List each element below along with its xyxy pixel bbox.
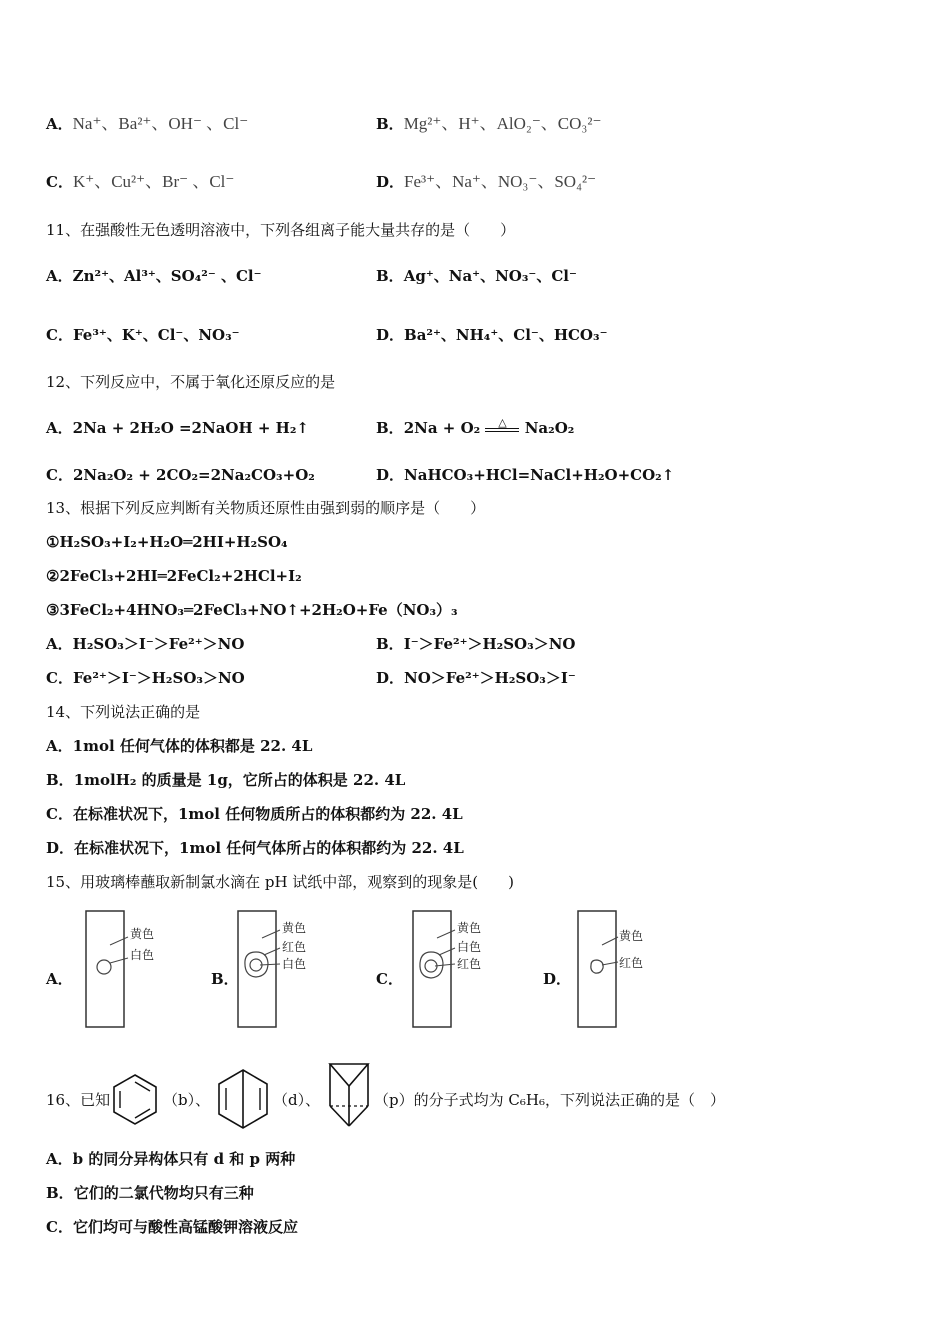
ph-paper <box>578 911 616 1027</box>
q16-stem-rest: （p）的分子式均为 C₆H₆，下列说法正确的是（ ） <box>374 1091 725 1109</box>
leader-line <box>110 937 128 945</box>
q13-reaction-1: ①H₂SO₃+I₂+H₂O═2HI+H₂SO₄ <box>46 533 288 551</box>
q11-option-b: B．Ag⁺、Na⁺、NO₃⁻、Cl⁻ <box>376 267 577 285</box>
leader-line <box>435 964 455 966</box>
q13-option-d: D．NO＞Fe²⁺＞H₂SO₃＞I⁻ <box>376 669 576 687</box>
q10-option-a: A．Na⁺、Ba²⁺、OH⁻ 、Cl⁻ <box>46 114 249 133</box>
q12-option-a: A．2Na + 2H₂O =2NaOH + H₂↑ <box>46 419 309 437</box>
ph-paper-figure-a <box>84 908 164 1032</box>
ph-paper <box>86 911 124 1027</box>
q16-option-c: C．它们均可与酸性高锰酸钾溶液反应 <box>46 1218 298 1236</box>
q10-option-b: B．Mg²⁺、H⁺、AlO₂⁻、CO₃²⁻ <box>376 114 602 133</box>
label-inner: 白色 <box>282 957 307 971</box>
top-triangle <box>330 1064 368 1086</box>
q16-label-b: （b）、 <box>163 1091 211 1109</box>
q16-prefix: 16、已知 <box>46 1091 111 1109</box>
label-outer: 黄色 <box>282 921 307 935</box>
q14-option-d: D．在标准状况下，1mol 任何气体所占的体积都约为 22. 4L <box>46 839 464 857</box>
heat-condition-arrow: △ <box>485 419 519 439</box>
q15-stem: 15、用玻璃棒蘸取新制氯水滴在 pH 试纸中部，观察到的现象是( ) <box>46 873 515 891</box>
ring-outer <box>420 952 443 978</box>
label-outer: 黄色 <box>619 929 644 943</box>
q13-option-b: B．I⁻＞Fe²⁺＞H₂SO₃＞NO <box>376 635 576 653</box>
q11-stem: 11、在强酸性无色透明溶液中，下列各组离子能大量共存的是（ ） <box>46 221 516 239</box>
spot-inner <box>591 960 603 973</box>
q13-option-c: C．Fe²⁺＞I⁻＞H₂SO₃＞NO <box>46 669 245 687</box>
q14-option-b: B．1molH₂ 的质量是 1g，它所占的体积是 22. 4L <box>46 771 406 789</box>
spot-inner <box>97 960 111 974</box>
leader-line <box>260 964 280 965</box>
q12-option-d: D．NaHCO₃+HCl=NaCl+H₂O+CO₂↑ <box>376 466 675 484</box>
q14-option-a: A．1mol 任何气体的体积都是 22. 4L <box>46 737 313 755</box>
q13-option-a: A．H₂SO₃＞I⁻＞Fe²⁺＞NO <box>46 635 245 653</box>
q11-option-a: A．Zn²⁺、Al³⁺、SO₄²⁻ 、Cl⁻ <box>46 267 262 285</box>
label-ring: 红色 <box>282 940 307 954</box>
q10-option-c: C．K⁺、Cu²⁺、Br⁻ 、Cl⁻ <box>46 172 235 191</box>
ph-paper-figure-d <box>576 908 656 1032</box>
label-inner: 白色 <box>130 948 155 962</box>
q12-option-c: C．2Na₂O₂ + 2CO₂=2Na₂CO₃+O₂ <box>46 466 315 484</box>
q15-label-b: B． <box>211 970 239 988</box>
q16-label-d: （d）、 <box>273 1091 321 1109</box>
leader-line <box>262 930 280 938</box>
q15-label-c: C． <box>376 970 403 988</box>
leader-line <box>439 948 455 955</box>
label-inner: 红色 <box>619 956 644 970</box>
q10-option-d: D．Fe³⁺、Na⁺、NO₃⁻、SO₄²⁻ <box>376 172 597 191</box>
q13-stem: 13、根据下列反应判断有关物质还原性由强到弱的顺序是（ ） <box>46 499 486 517</box>
q11-option-c: C．Fe³⁺、K⁺、Cl⁻、NO₃⁻ <box>46 326 240 344</box>
q13-reaction-2: ②2FeCl₃+2HI═2FeCl₂+2HCl+I₂ <box>46 567 302 585</box>
label-inner: 红色 <box>457 957 482 971</box>
q11-option-d: D．Ba²⁺、NH₄⁺、Cl⁻、HCO₃⁻ <box>376 326 608 344</box>
edge <box>349 1106 368 1126</box>
double-bond-line <box>135 1082 150 1091</box>
q13-reaction-3: ③3FeCl₂+4HNO₃═2FeCl₃+NO↑+2H₂O+Fe（NO₃）₃ <box>46 601 458 619</box>
q16-option-b: B．它们的二氯代物均只有三种 <box>46 1184 254 1202</box>
leader-line <box>264 948 280 955</box>
ph-paper <box>413 911 451 1027</box>
ph-paper-figure-b <box>236 908 316 1032</box>
leader-line <box>437 930 455 938</box>
label-ring: 白色 <box>457 940 482 954</box>
prismane-structure-p <box>326 1058 372 1130</box>
label-outer: 黄色 <box>457 921 482 935</box>
q14-stem: 14、下列说法正确的是 <box>46 703 201 721</box>
dewar-benzene-structure-d <box>215 1068 271 1130</box>
label-outer: 黄色 <box>130 927 155 941</box>
edge <box>330 1106 349 1126</box>
benzene-structure-b <box>109 1073 161 1127</box>
q15-label-d: D． <box>543 970 572 988</box>
q12-option-b: B．2Na + O₂ △ Na₂O₂ <box>376 416 575 437</box>
q15-label-a: A． <box>46 970 73 988</box>
ph-paper-figure-c <box>411 908 491 1032</box>
ph-paper <box>238 911 276 1027</box>
q12-stem: 12、下列反应中，不属于氧化还原反应的是 <box>46 373 336 391</box>
q16-option-a: A．b 的同分异构体只有 d 和 p 两种 <box>46 1150 296 1168</box>
leader-line <box>110 958 128 963</box>
q14-option-c: C．在标准状况下，1mol 任何物质所占的体积都约为 22. 4L <box>46 805 463 823</box>
